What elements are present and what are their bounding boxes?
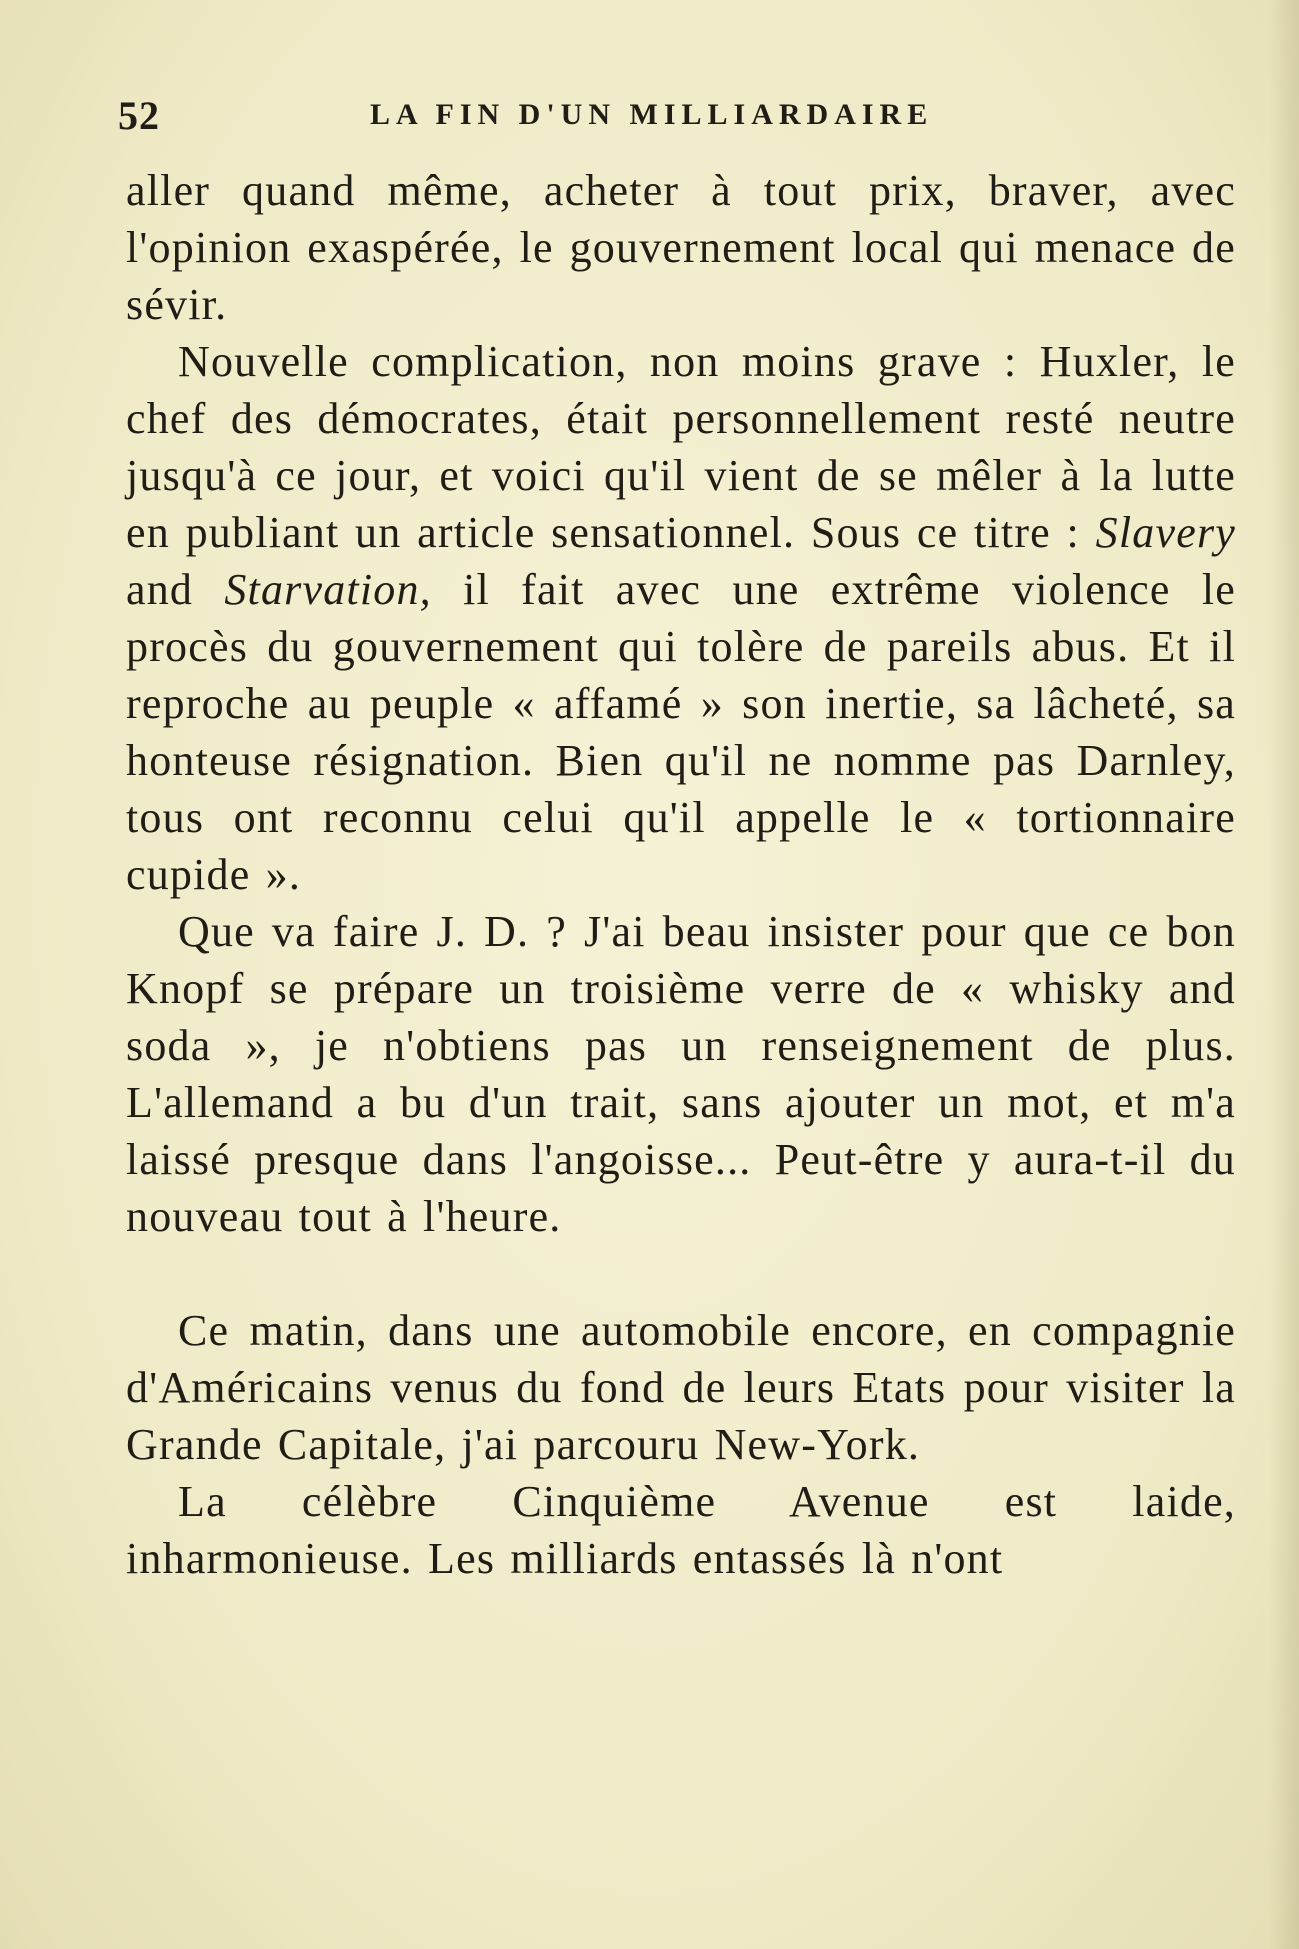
- page-number: 52: [118, 93, 160, 138]
- paragraph-1: aller quand même, acheter à tout prix, braver, avec l'opinion exaspérée, le gouvernement local qui menace de sévir.: [126, 166, 1236, 329]
- page-header: [118, 92, 1238, 142]
- italic-title-starvation: Starvation,: [224, 565, 432, 614]
- paragraph-3: Que va faire J. D. ? J'ai beau insister pour que ce bon Knopf se prépare un troisième verre de « whisky and soda », je n'obtiens pas un renseignement de plus. L'allemand a bu d'un trait, sans ajouter un mot, et m'a laissé presque dans l'angoisse... Peut-être y aura-t-il du nouveau tout à l'heure.: [126, 907, 1236, 1241]
- paragraph-2-rest: il fait avec une extrême violence le procès du gouvernement qui tolère de pareils abus. Et il reproche au peuple « affamé » son inertie, sa lâcheté, sa honteuse résignation. Bien qu'il ne nomme pas Darnley, tous ont reconnu celui qu'il appelle le « tortionnaire cupide ».: [126, 565, 1236, 899]
- paragraph-5: La célèbre Cinquième Avenue est laide, inharmonieuse. Les milliards entassés là n'ont: [126, 1477, 1236, 1583]
- italic-title-slavery: Slavery: [1095, 508, 1236, 557]
- paragraph-2-and: and: [126, 565, 225, 614]
- paragraph-2: [126, 333, 1236, 903]
- paragraph-4: Ce matin, dans une automobile encore, en compagnie d'Américains venus du fond de leurs Etats pour visiter la Grande Capitale, j'ai parcouru New-York.: [126, 1306, 1236, 1469]
- page-edge-shadow: [1269, 0, 1299, 1949]
- paragraph-2-text: Nouvelle complication, non moins grave : Huxler, le chef des démocrates, était personnellement resté neutre jusqu'à ce jour, et voici qu'il vient de se mêler à la lutte en publiant un article sensationnel. Sous ce titre :: [126, 337, 1236, 557]
- running-title: LA FIN D'UN MILLIARDAIRE: [370, 98, 934, 131]
- body-text: [126, 162, 1236, 1587]
